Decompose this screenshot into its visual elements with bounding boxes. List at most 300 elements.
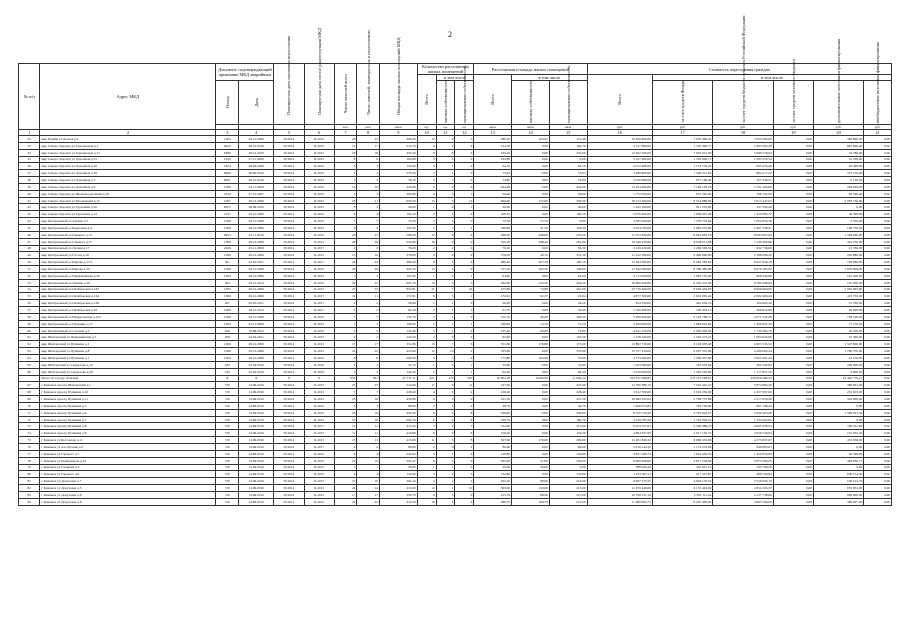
table-cell: 156,20 <box>474 430 512 437</box>
unit-cell: руб. <box>813 125 863 130</box>
table-cell: 720 <box>216 498 239 505</box>
table-cell: 311,50 <box>474 266 512 273</box>
table-cell: 264 099,00 <box>813 183 863 190</box>
table-cell: 356 222,82 <box>813 423 863 430</box>
table-cell: 435,00 <box>549 149 587 156</box>
table-cell: 2 <box>455 355 474 362</box>
table-cell: 3 <box>357 190 380 197</box>
table-cell: 64,30 <box>379 307 417 314</box>
table-cell: 0,00 <box>512 272 550 279</box>
table-cell: 10 <box>334 478 357 485</box>
table-cell: 1 422 085,72 <box>713 211 773 218</box>
table-cell: 9 699 498,00 <box>587 457 652 464</box>
table-cell: 0,00 <box>773 478 813 485</box>
table-cell: 432 <box>216 368 239 375</box>
table-cell: 74,80 <box>474 177 512 184</box>
table-cell: 3 <box>334 402 357 409</box>
table-cell: 650,50 <box>379 197 417 204</box>
table-cell: 100,10 <box>379 211 417 218</box>
table-cell: 46 <box>19 231 40 238</box>
table-cell: 74,89 <box>512 286 550 293</box>
table-cell: 26 <box>357 266 380 273</box>
table-cell: II.2017 <box>304 245 334 252</box>
table-cell: 2 <box>455 224 474 231</box>
column-number-cell: 11 <box>436 130 455 136</box>
table-cell: 28.12.2010 <box>239 142 274 149</box>
table-cell: 1 876 609,00 <box>813 266 863 273</box>
table-cell: II.2015 <box>304 457 334 464</box>
table-cell: II.2015 <box>304 396 334 403</box>
table-cell: II.2015 <box>304 211 334 218</box>
table-cell: 21 737,11 <box>379 375 417 382</box>
table-cell: 212,00 <box>549 498 587 505</box>
table-cell: 1367 <box>216 197 239 204</box>
table-cell: 0,00 <box>864 334 892 341</box>
table-row <box>19 389 892 396</box>
table-cell: 10 <box>436 348 455 355</box>
table-cell: 344 800,00 <box>813 396 863 403</box>
table-cell: 17 <box>357 491 380 498</box>
table-cell: 3 <box>417 156 436 163</box>
table-cell: 22 <box>334 286 357 293</box>
table-cell: 100,10 <box>474 211 512 218</box>
table-cell: 5 654 700,00 <box>587 224 652 231</box>
table-cell: 811 270,60 <box>652 204 712 211</box>
table-cell: 12 760 386,10 <box>587 382 652 389</box>
table-cell: 720 <box>216 416 239 423</box>
table-cell: 3 <box>436 156 455 163</box>
table-cell: 0,00 <box>864 300 892 307</box>
table-cell: 720 <box>216 396 239 403</box>
table-cell: 75 <box>19 437 40 444</box>
table-cell: 12 <box>334 423 357 430</box>
table-cell: 72,59 <box>512 218 550 225</box>
table-cell: 3 070 400,00 <box>587 211 652 218</box>
table-cell: IV.2014 <box>274 320 304 327</box>
table-cell: 6 <box>455 491 474 498</box>
table-cell: 1 450 950,84 <box>713 450 773 457</box>
table-cell: 669 900,00 <box>813 491 863 498</box>
table-cell: 202,10 <box>474 478 512 485</box>
column-number-cell: 21 <box>864 130 892 136</box>
table-cell: 0,00 <box>864 402 892 409</box>
table-cell: 5 680 578,94 <box>713 149 773 156</box>
table-cell: 107 200,00 <box>813 279 863 286</box>
table-cell: 7 003 051,06 <box>652 149 712 156</box>
table-cell: 0,00 <box>864 307 892 314</box>
table-cell: 0,00 <box>864 382 892 389</box>
table-cell: 2 <box>417 307 436 314</box>
table-cell: 0,00 <box>773 423 813 430</box>
table-cell: 4 <box>357 443 380 450</box>
table-cell: 149,00 <box>549 266 587 273</box>
table-cell: 720 <box>216 478 239 485</box>
table-cell: 8 083 667,64 <box>713 231 773 238</box>
table-cell: мкр Северо-Задонск ул Дорожная д.9 <box>40 183 216 190</box>
table-row <box>19 443 892 450</box>
table-cell: II.2015 <box>304 156 334 163</box>
table-cell: 0,00 <box>864 266 892 273</box>
table-cell: 426 836,77 <box>813 457 863 464</box>
table-cell: 25 <box>334 136 357 143</box>
table-cell: 601,70 <box>379 279 417 286</box>
table-cell: 80,60 <box>379 443 417 450</box>
table-cell: 3 167 600,00 <box>587 156 652 163</box>
table-cell: г Кимовск ул Бессонова д.11 <box>40 437 216 444</box>
table-cell: 7 <box>334 218 357 225</box>
table-cell: 489,40 <box>379 259 417 266</box>
table-cell: 17 <box>357 142 380 149</box>
column-number-cell: 18 <box>713 130 773 136</box>
table-cell: мкр Центральный ул Гоголя д.18 <box>40 252 216 259</box>
table-cell: 8 <box>334 355 357 362</box>
unit-cell: ед. <box>417 125 436 130</box>
table-cell: 339,90 <box>474 409 512 416</box>
table-cell: 1 400 074,82 <box>587 402 652 409</box>
table-cell: 27.11.2006 <box>239 156 274 163</box>
table-cell: мкр Северо-Задонск ул Московская д.12 <box>40 197 216 204</box>
table-cell: 3 873 399,25 <box>713 457 773 464</box>
table-cell: 62,60 <box>474 334 512 341</box>
table-cell: 16 <box>357 183 380 190</box>
column-number-cell: 3 <box>216 130 239 136</box>
table-cell: 2 <box>455 163 474 170</box>
table-cell: 877 160,40 <box>652 177 712 184</box>
table-cell: 2 <box>455 334 474 341</box>
table-cell: 0,00 <box>512 149 550 156</box>
table-cell: 2 <box>357 245 380 252</box>
table-cell: 424,69 <box>549 183 587 190</box>
table-cell: 3 747 890,00 <box>587 142 652 149</box>
table-cell: 132,80 <box>474 471 512 478</box>
table-cell: мкр Центральный ул Кирова д.17/2 <box>40 259 216 266</box>
table-cell: 74,80 <box>549 327 587 334</box>
table-cell: 425,90 <box>379 348 417 355</box>
header-rooms-private: частная собственность <box>436 81 455 125</box>
header-rooms-municipal: муниципальная собственность <box>455 81 474 125</box>
table-cell: 2 526 959,10 <box>713 478 773 485</box>
table-cell: мкр Северо-Задонск ул Зареченская д.11 <box>40 149 216 156</box>
table-cell: 10 <box>357 416 380 423</box>
table-cell: 1 <box>436 313 455 320</box>
table-cell: 2 <box>334 307 357 314</box>
table-cell: 796 152,00 <box>713 190 773 197</box>
table-cell: 6 979 185,62 <box>713 266 773 273</box>
table-cell: 92,37 <box>512 293 550 300</box>
table-cell: 6 <box>417 183 436 190</box>
table-cell: 11 <box>417 437 436 444</box>
table-cell: 0,00 <box>864 450 892 457</box>
table-cell: 169,90 <box>474 320 512 327</box>
table-cell: 335,80 <box>549 348 587 355</box>
table-cell: II.2015 <box>304 485 334 492</box>
table-cell: 23.11.2010 <box>239 231 274 238</box>
table-cell: 2 056 726,84 <box>713 430 773 437</box>
table-cell: мкр Шахтерский ул Пушкина д.8 <box>40 348 216 355</box>
table-cell: 1 720 000,71 <box>652 156 712 163</box>
table-cell: 0,00 <box>512 170 550 177</box>
table-cell: IV.2014 <box>274 341 304 348</box>
table-cell: 3 488 800,00 <box>587 170 652 177</box>
table-cell: II.2015 <box>304 478 334 485</box>
table-cell: 5 874 984,26 <box>713 382 773 389</box>
table-cell: 18 <box>417 238 436 245</box>
table-cell: 6 <box>436 382 455 389</box>
table-cell: 59,60 <box>549 190 587 197</box>
table-cell: IV.2014 <box>274 327 304 334</box>
table-cell: 2 <box>436 457 455 464</box>
table-cell: 61,70 <box>474 307 512 314</box>
table-cell: IV.2014 <box>274 491 304 498</box>
table-cell: 4 <box>436 218 455 225</box>
table-cell: 7 <box>357 218 380 225</box>
table-cell: 0,00 <box>773 204 813 211</box>
table-cell: 0,00 <box>512 348 550 355</box>
table-cell: II.2015 <box>304 231 334 238</box>
table-cell: 6621 <box>216 177 239 184</box>
table-cell: 655 961,00 <box>813 485 863 492</box>
table-cell: 1 569 201,34 <box>813 409 863 416</box>
table-cell: 29.12.2006 <box>239 238 274 245</box>
table-cell: II.2015 <box>304 348 334 355</box>
table-cell: 42,00 <box>549 307 587 314</box>
table-row <box>19 450 892 457</box>
table-cell: 4 <box>455 389 474 396</box>
table-cell: 0,00 <box>864 498 892 505</box>
table-cell: 8 782 498,64 <box>713 279 773 286</box>
table-cell: 2 <box>455 327 474 334</box>
table-cell: 226 650 289,45 <box>713 375 773 382</box>
table-cell: 56 <box>19 300 40 307</box>
table-cell: 70,20 <box>474 245 512 252</box>
table-cell: 100 124,76 <box>813 478 863 485</box>
table-cell: 6 000,00 <box>813 368 863 375</box>
table-cell: 6 150,00 <box>813 177 863 184</box>
table-cell: 307 <box>455 375 474 382</box>
table-cell: 25 <box>357 136 380 143</box>
table-cell: 1366 <box>216 238 239 245</box>
table-cell: II.2017 <box>304 259 334 266</box>
table-cell: 11 <box>417 382 436 389</box>
table-cell: 0,00 <box>773 224 813 231</box>
table-cell: мкр Центральный ул Дачная д.17 <box>40 245 216 252</box>
table-cell: 52 <box>19 272 40 279</box>
table-cell: 2 <box>357 307 380 314</box>
table-cell: II.2015 <box>304 355 334 362</box>
table-cell: 168,70 <box>512 498 550 505</box>
table-cell: 44 <box>19 218 40 225</box>
table-cell: 6 155 424,00 <box>652 485 712 492</box>
table-cell: 5 612 760,00 <box>587 389 652 396</box>
table-cell: 4 <box>417 190 436 197</box>
table-row <box>19 211 892 218</box>
table-cell: IV.2014 <box>274 389 304 396</box>
table-cell: 0,00 <box>773 430 813 437</box>
table-row <box>19 238 892 245</box>
table-cell: 126,80 <box>474 450 512 457</box>
table-cell: 7 <box>455 423 474 430</box>
table-cell: 25.11.2006 <box>239 320 274 327</box>
table-row <box>19 457 892 464</box>
table-row <box>19 183 892 190</box>
table-cell: 46,40 <box>512 313 550 320</box>
table-cell: 32,60 <box>549 361 587 368</box>
table-cell: 0 <box>436 443 455 450</box>
table-cell: 450,30 <box>379 409 417 416</box>
table-cell: 8 <box>455 409 474 416</box>
table-cell: 426,20 <box>549 279 587 286</box>
table-cell: 720 <box>216 457 239 464</box>
table-cell: 172,91 <box>474 293 512 300</box>
table-cell: 152,70 <box>474 313 512 320</box>
table-cell: II.2015 <box>304 450 334 457</box>
table-cell: 1 <box>436 163 455 170</box>
table-cell: 28.06.2010 <box>239 204 274 211</box>
table-cell: 0 <box>455 149 474 156</box>
unit-cell: чел. <box>334 125 357 130</box>
table-row <box>19 485 892 492</box>
table-cell: 14.09.2010 <box>239 396 274 403</box>
table-cell: 920 <box>216 327 239 334</box>
table-cell: IV.2014 <box>274 498 304 505</box>
table-cell: 4 994 170,54 <box>652 478 712 485</box>
table-cell: 509 814,80 <box>713 307 773 314</box>
table-cell: 17 642 280,00 <box>587 266 652 273</box>
table-cell: 37 <box>19 170 40 177</box>
table-cell: 0,00 <box>813 443 863 450</box>
table-cell: IV.2014 <box>274 156 304 163</box>
table-cell: 209,50 <box>379 355 417 362</box>
table-cell: 7 149 460,86 <box>713 238 773 245</box>
table-cell: 0,00 <box>773 211 813 218</box>
table-cell: 0,00 <box>864 471 892 478</box>
table-cell: 5 <box>417 355 436 362</box>
table-cell: 9 470 472,36 <box>652 279 712 286</box>
table-cell: 955 <box>334 375 357 382</box>
table-cell: 4 <box>417 313 436 320</box>
table-cell: 0,00 <box>773 266 813 273</box>
table-cell: 14.09.2010 <box>239 491 274 498</box>
table-cell: 29.12.2006 <box>239 272 274 279</box>
table-cell: 191 035,40 <box>813 430 863 437</box>
table-cell: 10 <box>417 498 436 505</box>
table-cell: 191,00 <box>379 224 417 231</box>
table-cell: 0 <box>436 416 455 423</box>
table-row <box>19 327 892 334</box>
table-cell: IV.2014 <box>274 307 304 314</box>
table-cell: 10 <box>417 279 436 286</box>
table-cell: Итого по городу Донской <box>40 375 216 382</box>
table-cell: 3 <box>436 355 455 362</box>
table-cell: 2 <box>455 211 474 218</box>
table-cell: 3 085 275,80 <box>652 224 712 231</box>
table-cell: 7 055 460,20 <box>652 136 712 143</box>
table-cell: мкр Центральный ул Октябрьская д.163 <box>40 286 216 293</box>
table-cell: 0,00 <box>864 423 892 430</box>
table-row <box>19 409 892 416</box>
table-cell: 0,00 <box>773 457 813 464</box>
table-cell: 307,30 <box>512 259 550 266</box>
table-cell: 63 400,00 <box>813 163 863 170</box>
table-cell: мкр Центральный ул Горького д.15 <box>40 231 216 238</box>
table-cell: 8 <box>417 259 436 266</box>
table-cell: II.2015 <box>304 409 334 416</box>
table-cell: 514,60 <box>379 382 417 389</box>
header-document: Документ, подтверждающий признание МКД аварийным <box>216 64 274 81</box>
table-cell: мкр Центральный ул Первомайская д.20 <box>40 272 216 279</box>
table-cell: 0,00 <box>864 245 892 252</box>
table-cell: 1 <box>455 272 474 279</box>
table-row <box>19 341 892 348</box>
table-cell: 106,30 <box>549 313 587 320</box>
table-cell: 380,20 <box>474 136 512 143</box>
table-cell: 0,00 <box>864 409 892 416</box>
header-area-group: Расселяемая площадь жилых помещений <box>474 64 587 75</box>
table-cell: 0,00 <box>864 156 892 163</box>
table-cell: 79 <box>19 464 40 471</box>
table-cell: 3 <box>436 224 455 231</box>
table-cell: 1 844 463,70 <box>652 450 712 457</box>
table-cell: 9 <box>334 224 357 231</box>
table-cell: 0,00 <box>773 245 813 252</box>
table-cell: 0,00 <box>773 437 813 444</box>
table-cell: 182,10 <box>549 259 587 266</box>
table-cell: 0,00 <box>512 361 550 368</box>
table-row <box>19 259 892 266</box>
table-cell: 568,50 <box>474 231 512 238</box>
table-cell: 2 016 144,10 <box>587 443 652 450</box>
table-cell: г Кимовск ул 4-я Луговая д.2 <box>40 443 216 450</box>
table-cell: 364,16 <box>379 478 417 485</box>
table-cell: 11 401 840,32 <box>587 437 652 444</box>
table-cell: 22.04.2010 <box>239 368 274 375</box>
table-cell: 0,00 <box>512 334 550 341</box>
table-cell: г Кимовск проезд Пушкина д.5 <box>40 402 216 409</box>
table-cell: 0,00 <box>773 320 813 327</box>
table-cell: 1 <box>436 300 455 307</box>
table-cell: II.2015 <box>304 149 334 156</box>
table-cell: 0,00 <box>864 238 892 245</box>
table-cell: 5 <box>334 327 357 334</box>
table-cell: 15 644 300,00 <box>587 259 652 266</box>
table-cell: 12 <box>455 197 474 204</box>
table-cell: 0,00 <box>773 396 813 403</box>
table-cell: 4 <box>334 211 357 218</box>
table-cell: 0,00 <box>864 396 892 403</box>
table-cell: 1 <box>436 170 455 177</box>
column-number-cell: 20 <box>813 130 863 136</box>
table-cell: мкр Северо-Задонск ул Дорожная д.3 <box>40 177 216 184</box>
table-cell: II.2015 <box>304 327 334 334</box>
table-row <box>19 279 892 286</box>
table-cell: 304 693,26 <box>713 300 773 307</box>
table-cell: 1 792 092,51 <box>652 416 712 423</box>
table-cell: 1 <box>436 320 455 327</box>
table-cell: 0,00 <box>864 478 892 485</box>
table-cell: 84 <box>19 498 40 505</box>
table-cell: IV.2014 <box>274 313 304 320</box>
table-cell: 172,90 <box>512 197 550 204</box>
table-cell: 51,00 <box>512 457 550 464</box>
table-cell: 0,00 <box>813 204 863 211</box>
table-cell: 0,00 <box>512 300 550 307</box>
table-cell: 3 <box>417 327 436 334</box>
table-cell: 373 150,00 <box>813 170 863 177</box>
table-cell: мкр Центральный ул Октябрьская д.93 <box>40 307 216 314</box>
table-cell: 0,00 <box>864 491 892 498</box>
table-cell: 2 <box>357 334 380 341</box>
table-cell: 14.09.2010 <box>239 382 274 389</box>
